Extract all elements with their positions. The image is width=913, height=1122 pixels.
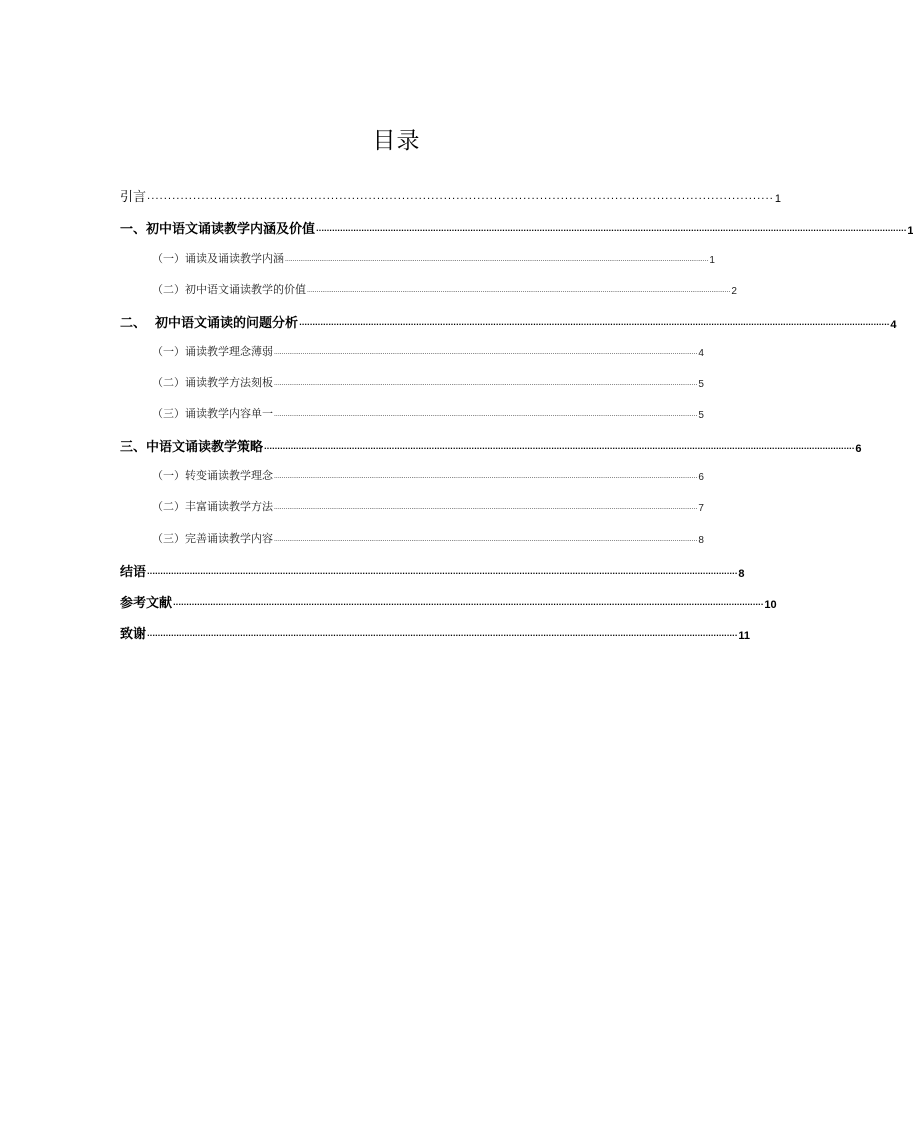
toc-page-number: 1 [709, 255, 715, 266]
toc-page-number: 1 [907, 225, 913, 237]
toc-entry-text: （三）诵读教学内容单一 [152, 407, 273, 420]
toc-leader-dots: ...................................................................................................................................................... [147, 191, 774, 202]
toc-page-number: 7 [698, 503, 704, 514]
toc-leader-dots: .............................................................................................................................................................................................................................. [274, 380, 698, 387]
toc-entry[interactable] [152, 250, 715, 266]
toc-entry-text: 二、 初中语文诵读的问题分析 [120, 316, 299, 331]
toc-leader-dots: .............................................................................................................................................................................................................................. [274, 411, 698, 418]
toc-entry[interactable] [120, 436, 862, 455]
toc-entry[interactable] [120, 218, 913, 237]
toc-leader-dots: .............................................................................................................................................................................................................................. [147, 630, 738, 638]
toc-leader-dots: .............................................................................................................................................................................................................................. [274, 473, 698, 480]
toc-entry-text: 参考文献 [120, 596, 173, 611]
toc-entry[interactable] [120, 623, 750, 642]
toc-entry[interactable] [152, 343, 704, 359]
toc-entry-text: （三）完善诵读教学内容 [152, 532, 273, 545]
toc-leader-dots: .............................................................................................................................................................................................................................. [299, 319, 890, 327]
toc-leader-dots: .............................................................................................................................................................................................................................. [274, 536, 698, 543]
toc-page-number: 4 [698, 348, 704, 359]
toc-page-number: 8 [738, 568, 745, 580]
toc-page-number: 5 [698, 379, 704, 390]
toc-page-number: 6 [698, 472, 704, 483]
toc-entry[interactable] [152, 498, 704, 514]
toc-entry-text: （二）丰富诵读教学方法 [152, 500, 273, 513]
toc-page-number: 4 [890, 319, 897, 331]
toc-page-number: 10 [764, 599, 777, 611]
toc-entry-text: 致谢 [120, 627, 147, 642]
toc-entry-text: （一）转变诵读教学理念 [152, 469, 273, 482]
toc-entry[interactable] [152, 374, 704, 390]
toc-page-number: 6 [855, 443, 862, 455]
toc-leader-dots: .............................................................................................................................................................................................................................. [316, 225, 907, 233]
toc-page-number: 1 [774, 193, 781, 205]
toc-entry-text: （一）诵读教学理念薄弱 [152, 345, 273, 358]
toc-entry-text: 引言 [120, 190, 147, 205]
toc-leader-dots: .............................................................................................................................................................................................................................. [173, 599, 764, 607]
toc-page-number: 8 [698, 535, 704, 546]
toc-leader-dots: .............................................................................................................................................................................................................................. [285, 256, 709, 263]
toc-entry-text: 三、中语文诵读教学策略 [120, 440, 264, 455]
toc-entry[interactable] [152, 530, 704, 546]
toc-entry-text: （二）诵读教学方法刻板 [152, 376, 273, 389]
toc-leader-dots: .............................................................................................................................................................................................................................. [147, 568, 738, 576]
toc-leader-dots: .............................................................................................................................................................................................................................. [264, 443, 855, 451]
toc-leader-dots: .............................................................................................................................................................................................................................. [274, 349, 698, 356]
toc-entry[interactable] [152, 281, 737, 297]
toc-page-number: 11 [738, 630, 750, 642]
toc-page-number: 5 [698, 410, 704, 421]
toc-page-number: 2 [731, 286, 737, 297]
toc-entry[interactable] [152, 467, 704, 483]
toc-leader-dots: .............................................................................................................................................................................................................................. [307, 287, 731, 294]
toc-entry-text: （一）诵读及诵读教学内涵 [152, 252, 284, 265]
toc-entry[interactable] [120, 186, 781, 205]
toc-entry-text: 结语 [120, 565, 147, 580]
toc-entry-text: 一、初中语文诵读教学内涵及价值 [120, 222, 316, 237]
toc-leader-dots: .............................................................................................................................................................................................................................. [274, 504, 698, 511]
toc-entry-text: （二）初中语文诵读教学的价值 [152, 283, 306, 296]
toc-title: 目录 [372, 128, 421, 154]
toc-entry[interactable] [120, 312, 897, 331]
toc-entry[interactable] [120, 561, 745, 580]
toc-entry[interactable] [120, 592, 777, 611]
toc-entry[interactable] [152, 405, 704, 421]
